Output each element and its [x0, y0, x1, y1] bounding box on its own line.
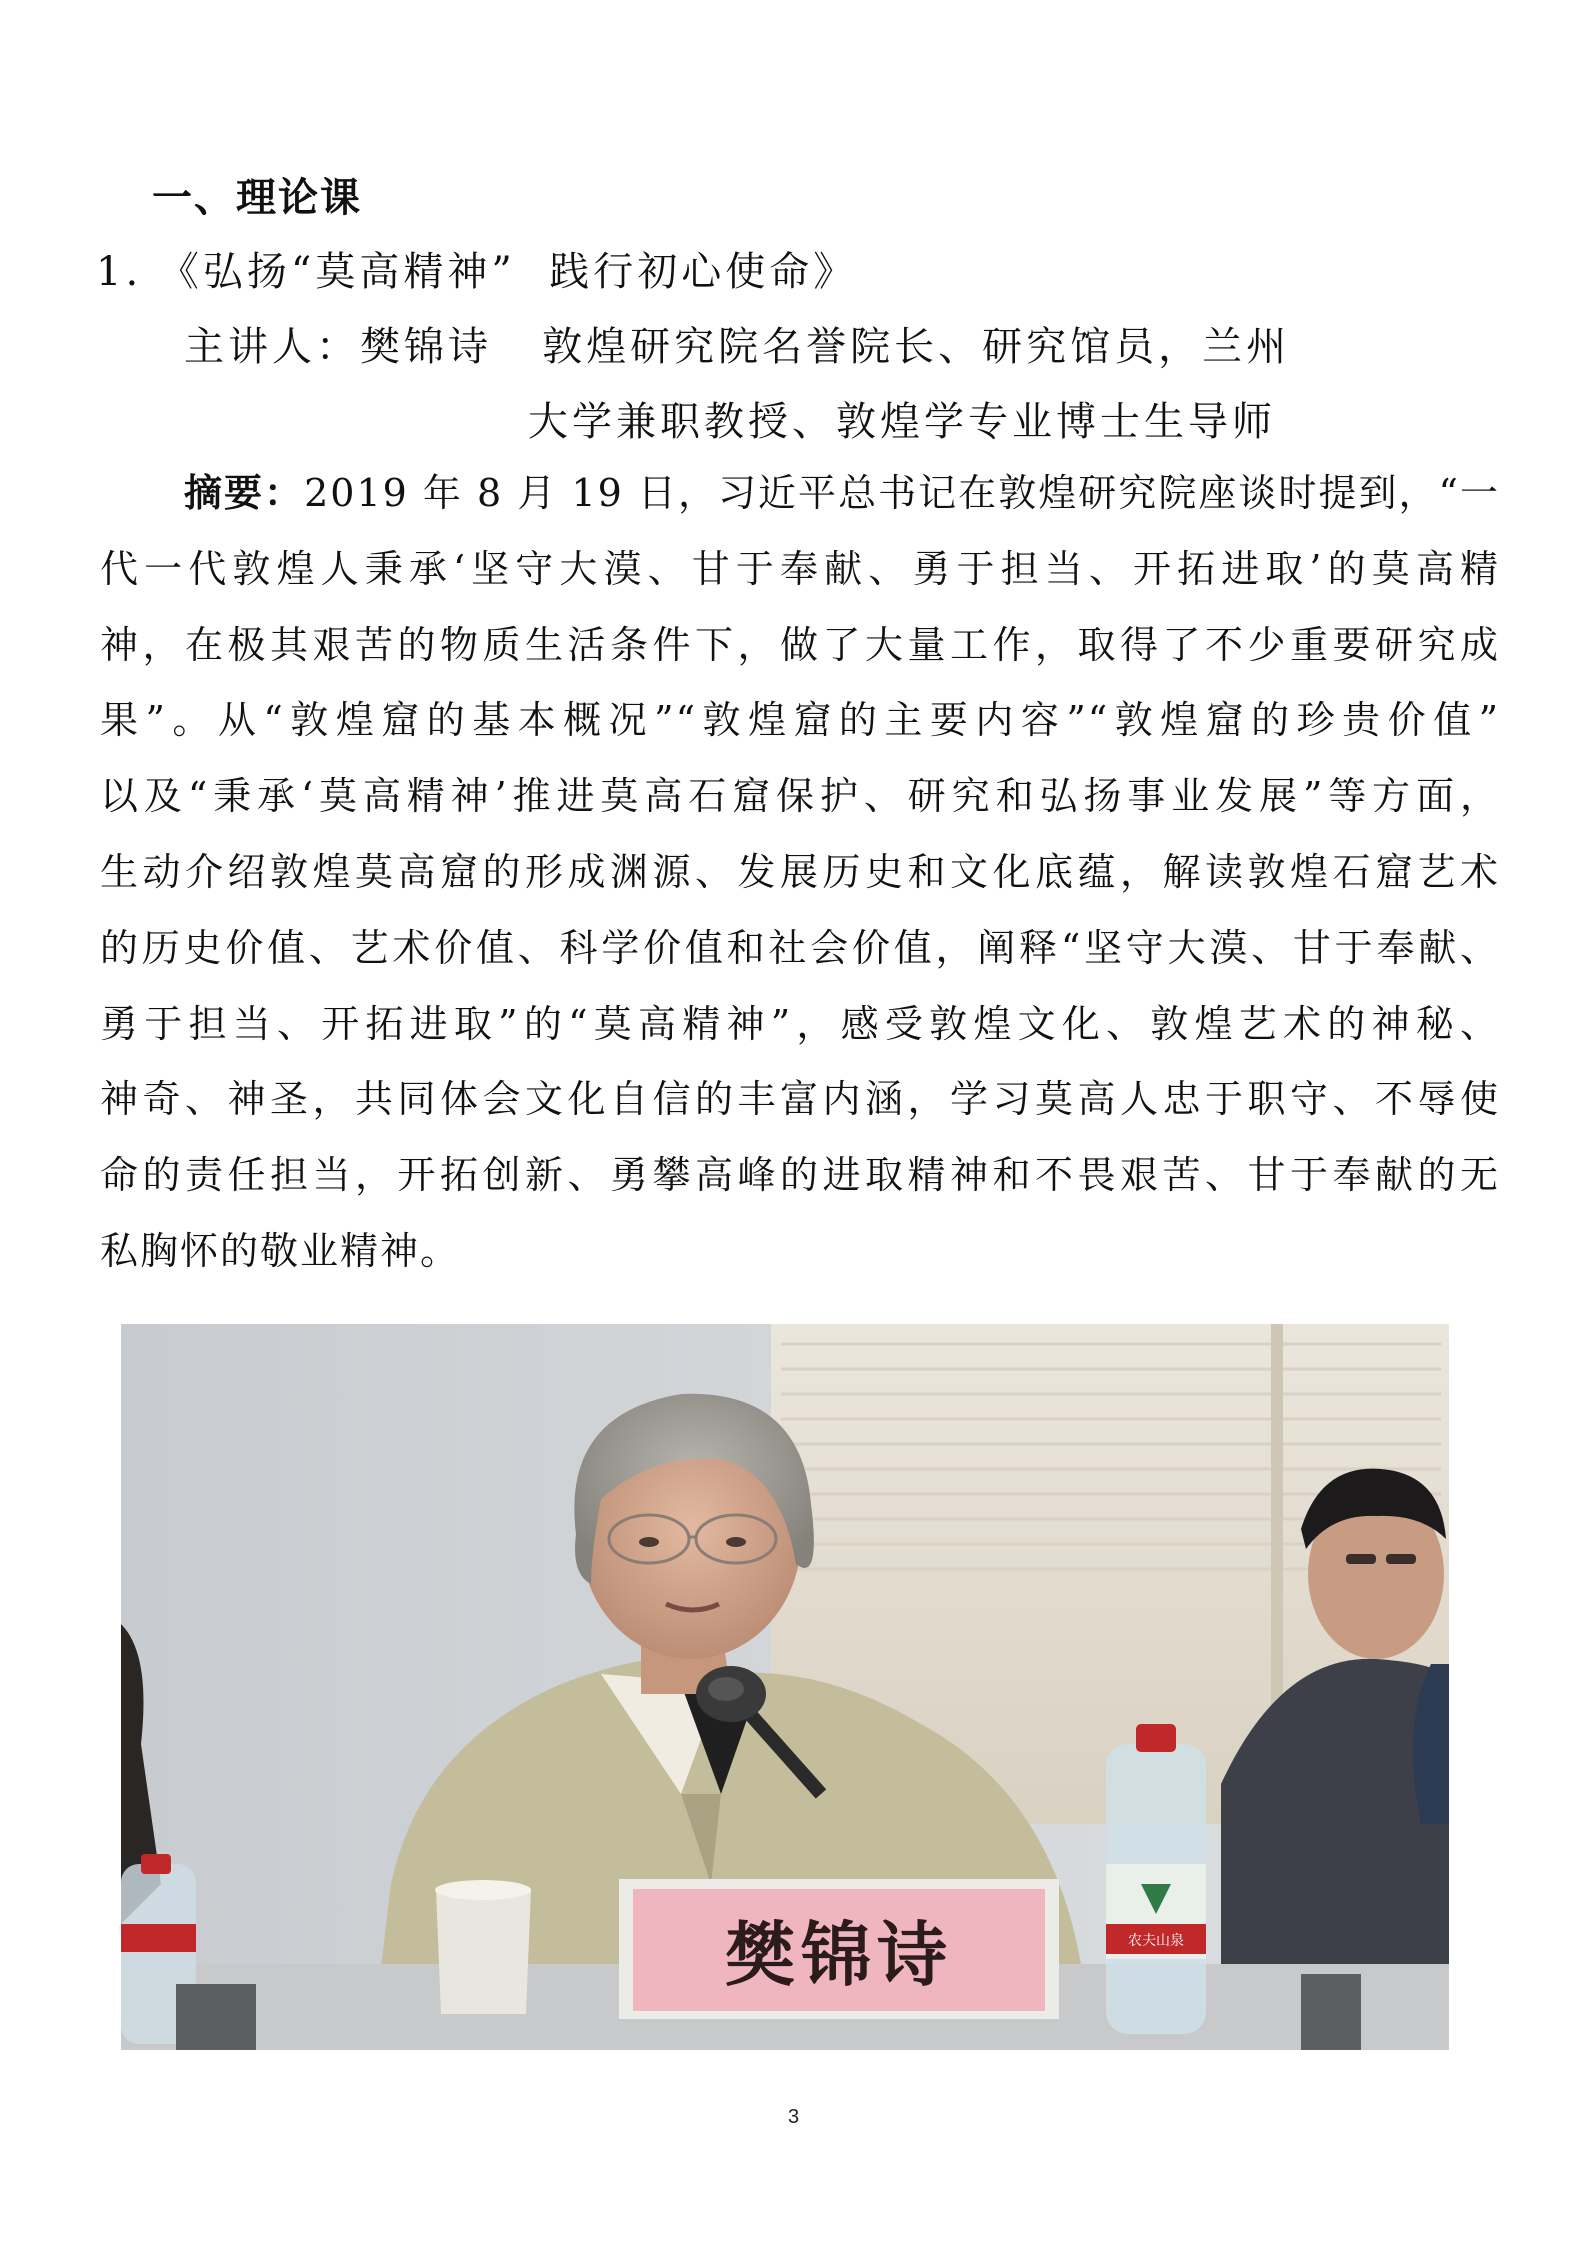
section-heading: 一、理论课: [152, 175, 362, 221]
abstract-paragraph: [100, 455, 1500, 1290]
abstract-line: 命的责任担当，开拓创新、勇攀高峰的进取精神和不畏艰苦、甘于奉献的无: [100, 1153, 1500, 1198]
speaker-line: [184, 315, 1290, 372]
abstract-line: 勇于担当、开拓进取”的“莫高精神”，感受敦煌文化、敦煌艺术的神秘、: [100, 1001, 1500, 1046]
speaker-desc-line1: 敦煌研究院名誉院长、研究馆员，兰州: [542, 324, 1291, 370]
abstract-line: 的历史价值、艺术价值、科学价值和社会价值，阐释“坚守大漠、甘于奉献、: [100, 925, 1500, 970]
abstract-line: 果”。从“敦煌窟的基本概况”“敦煌窟的主要内容”“敦煌窟的珍贵价值”: [100, 698, 1500, 743]
nameplate-text: 樊锦诗: [725, 1913, 953, 1996]
speaker-desc-line2: 大学兼职教授、敦煌学专业博士生导师: [528, 399, 1276, 445]
abstract-line: 神奇、神圣，共同体会文化自信的丰富内涵，学习莫高人忠于职守、不辱使: [100, 1077, 1500, 1122]
abstract-line: 代一代敦煌人秉承‘坚守大漠、甘于奉献、勇于担当、开拓进取’的莫高精: [100, 546, 1500, 591]
abstract-line: 以及“秉承‘莫高精神’推进莫高石窟保护、研究和弘扬事业发展”等方面，: [100, 774, 1500, 819]
speaker-name: 樊锦诗: [360, 324, 492, 370]
abstract-label: 摘要：: [184, 470, 305, 515]
abstract-line: 私胸怀的敬业精神。: [100, 1228, 461, 1273]
speaker-label: 主讲人：: [184, 324, 360, 370]
abstract-line: 生动介绍敦煌莫高窟的形成渊源、发展历史和文化底蕴，解读敦煌石窟艺术: [100, 849, 1500, 894]
speaker-photo-illustration: [121, 1324, 1449, 2050]
bottle-brand-text: 农夫山泉: [1128, 1933, 1184, 1949]
abstract-line: 神，在极其艰苦的物质生活条件下，做了大量工作，取得了不少重要研究成: [100, 622, 1500, 667]
speaker-photo: [121, 1324, 1449, 2050]
course-title: 1. 《弘扬“莫高精神” 践行初心使命》: [96, 249, 858, 295]
page-number: 3: [787, 2106, 800, 2128]
abstract-line: 摘要：2019 年 8 月 19 日，习近平总书记在敦煌研究院座谈时提到，“一: [184, 470, 1500, 515]
